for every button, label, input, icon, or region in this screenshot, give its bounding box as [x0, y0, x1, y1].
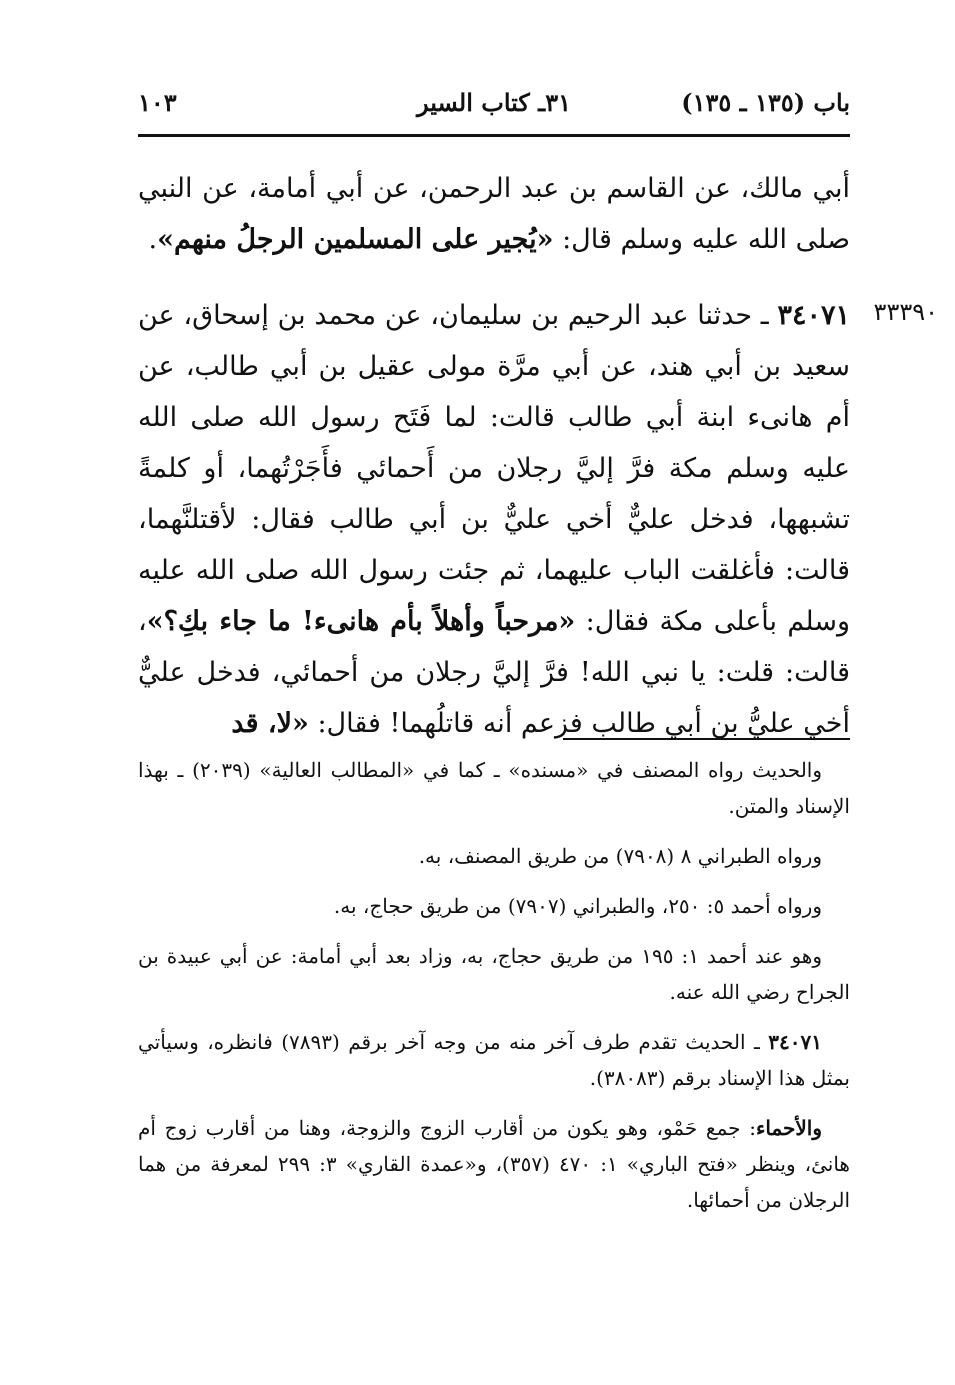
footnote	[138, 752, 850, 824]
footnote-text: والحديث رواه المصنف في «مسنده» ـ كما في «المطالب العالية» (٢٠٣٩) ـ بهذا الإسناد والمتن.	[138, 758, 850, 818]
page-number: ١٠٣	[138, 88, 177, 117]
book-title: ٣١ـ كتاب السير	[417, 88, 571, 117]
footnote	[138, 888, 850, 924]
prophetic-quote-2: «لا، قد	[231, 708, 309, 739]
hadith-paragraph	[138, 290, 850, 749]
running-header	[138, 88, 850, 128]
footnote-text: ورواه أحمد ٥: ٢٥٠، والطبراني (٧٩٠٧) من طريق حجاج، به.	[333, 894, 822, 918]
footnote	[138, 838, 850, 874]
hadith-text-b: ، قالت: قلت: يا نبي الله! فرَّ إليَّ رجلان من أحمائي، فدخل عليٌّ أخي عليُّ بن أبي طالب فزعم أنه قاتلُهما! فقال:	[138, 606, 850, 739]
prophetic-quote-1: «مرحباً وأهلاً بأم هانىء! ما جاء بكِ؟»	[146, 606, 576, 637]
footnote	[138, 1110, 850, 1218]
paragraph-tail: .	[148, 224, 158, 255]
hadith-number: ٣٤٠٧١	[777, 300, 850, 331]
footnote	[138, 1024, 850, 1096]
chapter-heading: باب (١٣٥ ـ ١٣٥)	[681, 88, 850, 117]
footnote	[138, 938, 850, 1010]
header-rule	[138, 134, 850, 137]
hadith-text-a: ـ حدثنا عبد الرحيم بن سليمان، عن محمد بن إسحاق، عن سعيد بن أبي هند، عن أبي مرَّة مولى عقيل بن أبي طالب، عن أم هانىء ابنة أبي طالب قالت: لما فَتَح رسول الله صلى الله عليه وسلم مكة فرَّ إليَّ رجلان من أَحمائي فأَجَرْتُهما، أو كلمةً تشبهها، فدخل عليٌّ أخي عليٌّ بن أبي طالب فقال: لأقتلنَّهما، قالت: فأغلقت الباب عليهما، ثم جئت رسول الله صلى الله عليه وسلم بأعلى مكة فقال:	[138, 300, 850, 637]
footnotes	[138, 752, 850, 1232]
margin-number: ٣٣٣٩٠	[873, 298, 938, 326]
footnote-term: والأحماء	[755, 1116, 822, 1140]
prophetic-quote: «يُجير على المسلمين الرجلُ منهم»	[157, 224, 554, 255]
paragraph-continuation	[138, 163, 850, 265]
footnote-text: : جمع حَمْو، وهو يكون من أقارب الزوج والزوجة، وهنا من أقارب زوج أم هانئ، وينظر «فتح الباري» ١: ٤٧٠ (٣٥٧)، و«عمدة القاري» ٣: ٢٩٩ لمعرفة من هما الرجلان من أحمائها.	[138, 1116, 850, 1212]
footnote-text: وهو عند أحمد ١: ١٩٥ من طريق حجاج، به، وزاد بعد أبي أمامة: عن أبي عبيدة بن الجراح رضي الله عنه.	[138, 944, 850, 1004]
footnote-separator	[563, 738, 850, 740]
footnote-text: ورواه الطبراني ٨ (٧٩٠٨) من طريق المصنف، به.	[418, 844, 822, 868]
paragraph-text: أبي مالك، عن القاسم بن عبد الرحمن، عن أبي أمامة، عن النبي صلى الله عليه وسلم قال:	[138, 173, 850, 255]
footnote-hadith-number: ٣٤٠٧١	[768, 1030, 822, 1054]
footnote-text: ـ الحديث تقدم طرف آخر منه من وجه آخر برقم (٧٨٩٣) فانظره، وسيأتي بمثل هذا الإسناد برقم (٣٨٠٨٣).	[138, 1030, 850, 1090]
